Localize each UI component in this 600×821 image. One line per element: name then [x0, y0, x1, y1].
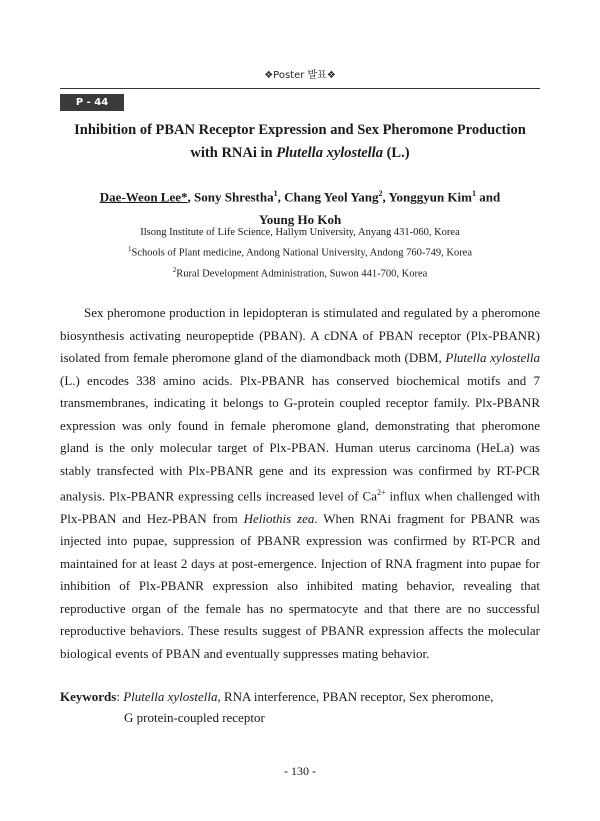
keywords-block: [60, 686, 540, 728]
author-2-sup: 1: [273, 189, 278, 198]
affiliation-3: [60, 262, 540, 283]
affiliation-3-text: Rural Development Administration, Suwon 441-700, Korea: [176, 268, 428, 279]
affiliation-2: [60, 241, 540, 262]
affiliation-3-sup: 2: [172, 265, 177, 274]
author-2: Sony Shrestha: [194, 189, 274, 205]
affiliation-2-sup: 1: [127, 245, 132, 253]
keywords-label: Keywords: [60, 689, 117, 704]
authors-and: and: [479, 189, 501, 205]
authors-line-1: Dae-Weon Lee*, Sony Shrestha$^1$, Chang Yeol Yang$^2$, Yonggyun Kim$^1$ and: [99, 189, 501, 205]
abstract-part-4: . When RNAi fragment for PBANR was injected into pupae, suppression of PBANR expression was confirmed by RT-PCR and maintained for at least 2 days at post-emergence. Injection of RNA fragment into pupae for inhibition of Plx-PBANR expression also inhibited mating behavior, revealing that reproductive organ of the female has no spermatocyte and that there are no successful reproductive behaviors. These results suggest of PBANR expression affects the molecular biological events of PBAN and eventually suppresses mating behavior.: [60, 510, 540, 661]
keyword-species: Plutella xylostella: [123, 689, 218, 704]
header-label: ❖Poster 발표❖: [264, 70, 336, 81]
author-3: Chang Yeol Yang: [284, 189, 379, 205]
author-3-sup: 2: [378, 189, 383, 198]
paper-title: [60, 119, 540, 165]
abstract-species-2: Heliothis zea: [243, 510, 315, 526]
title-line-2-pre: with RNAi in: [190, 145, 277, 161]
affiliations: [60, 224, 540, 282]
title-line-1: Inhibition of PBAN Receptor Expression and Sex Pheromone Production: [74, 122, 526, 138]
title-line-2-post: (L.): [382, 145, 410, 161]
author-5: Young Ho Koh: [258, 212, 342, 228]
title-line-2: [60, 142, 540, 165]
abstract-part-3: influx when challenged with Plx-PBAN and Hez-PBAN from: [60, 488, 540, 526]
keywords-line-2: G protein-coupled receptor: [124, 710, 265, 725]
keywords-colon: :: [116, 689, 124, 704]
abstract-part-2: (L.) encodes 338 amino acids. Plx-PBANR has conserved biochemical motifs and 7 transmembranes, indicating it belongs to G-protein coupled receptor family. Plx-PBANR expression was only found in female pheromone gland, demonstrating that pheromone gland is the only molecular target of Plx-PBAN. Human uterus carcinoma (HeLa) was stably transfected with Plx-PBANR gene and its expression was confirmed by RT-PCR analysis. Plx-PBANR expressing cells increased level of Ca: [60, 372, 540, 504]
header-divider: [60, 88, 540, 89]
author-1: Dae-Weon Lee*: [99, 189, 188, 205]
abstract-species-1: Plutella xylostella: [445, 350, 540, 365]
affiliation-1: Ilsong Institute of Life Science, Hallym University, Anyang 431-060, Korea: [140, 227, 460, 238]
title-species: Plutella xylostella: [276, 145, 383, 161]
abstract-part-1: Sex pheromone production in lepidopteran is stimulated and regulated by a pheromone biosynthesis activating neuropeptide (PBAN). A cDNA of PBAN receptor (Plx-PBANR) isolated from female pheromone gland of the diamondback moth (DBM,: [60, 305, 540, 365]
page-number: - 130 -: [284, 764, 316, 778]
abstract-calcium-sup: 2+: [376, 488, 386, 497]
poster-id-badge: [60, 94, 124, 111]
author-4-sup: 1: [471, 189, 476, 198]
badge-text: P - 44: [75, 97, 109, 108]
abstract-body: [60, 302, 540, 665]
keywords-rest: , RNA interference, PBAN receptor, Sex pheromone,: [217, 689, 494, 704]
section-header: [0, 66, 600, 81]
author-4: Yonggyun Kim: [388, 189, 472, 205]
affiliation-2-text: Schools of Plant medicine, Andong National University, Andong 760-749, Korea: [131, 247, 473, 259]
